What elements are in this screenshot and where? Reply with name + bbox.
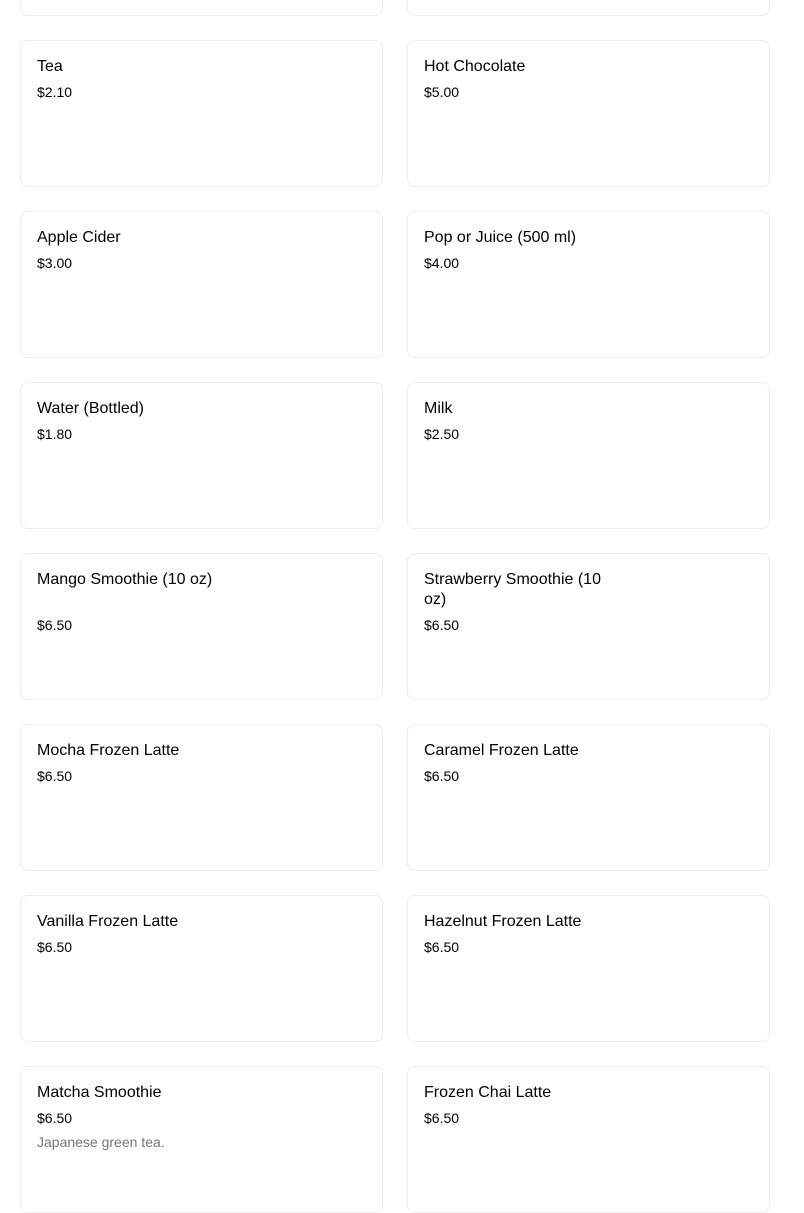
menu-item-card[interactable] — [407, 382, 770, 529]
menu-item-name: Vanilla Frozen Latte — [37, 913, 179, 930]
menu-item-price: $2.50 — [424, 426, 460, 442]
menu-item-price: $4.00 — [424, 255, 460, 271]
menu-item-price: $6.50 — [37, 617, 73, 633]
menu-item-price: $3.00 — [37, 255, 73, 271]
menu-item-description: Japanese green tea. — [37, 1134, 165, 1150]
menu-item-name: Mango Smoothie (10 oz) — [37, 571, 213, 588]
menu-item-price: $6.50 — [37, 939, 73, 955]
menu-item-name: Mocha Frozen Latte — [37, 742, 180, 759]
menu-item-card[interactable] — [407, 724, 770, 871]
menu-item-name: Tea — [37, 58, 63, 75]
menu-item-price: $6.50 — [424, 768, 460, 784]
menu-item-name: Strawberry Smoothie (10 oz) — [424, 571, 601, 608]
menu-item-price: $2.10 — [37, 84, 73, 100]
menu-item-price: $6.50 — [424, 1110, 460, 1126]
menu-item-card[interactable] — [20, 0, 383, 16]
menu-item-card[interactable] — [20, 553, 383, 700]
menu-item-card[interactable] — [20, 40, 383, 187]
menu-item-price: $6.50 — [424, 939, 460, 955]
menu-item-card[interactable] — [407, 0, 770, 16]
menu-item-card[interactable] — [20, 895, 383, 1042]
menu-item-card[interactable] — [407, 895, 770, 1042]
menu-item-card[interactable] — [407, 1066, 770, 1213]
menu-item-card[interactable] — [20, 211, 383, 358]
menu-item-name: Hazelnut Frozen Latte — [424, 913, 582, 930]
menu-item-name: Frozen Chai Latte — [424, 1084, 552, 1101]
menu-item-price: $1.80 — [37, 426, 73, 442]
menu-item-name: Caramel Frozen Latte — [424, 742, 579, 759]
menu-item-card[interactable] — [407, 211, 770, 358]
menu-item-price: $6.50 — [37, 768, 73, 784]
menu-item-name: Matcha Smoothie — [37, 1084, 162, 1101]
menu-item-card[interactable] — [20, 724, 383, 871]
menu-item-price: $6.50 — [37, 1110, 73, 1126]
menu-item-card[interactable] — [20, 382, 383, 529]
menu-item-card[interactable] — [20, 1066, 383, 1213]
menu-item-price: $6.50 — [424, 617, 460, 633]
menu-item-name: Hot Chocolate — [424, 58, 526, 75]
menu-item-name: Milk — [424, 400, 453, 417]
menu-item-card[interactable] — [407, 553, 770, 700]
menu-item-name: Water (Bottled) — [37, 400, 144, 417]
menu-item-name: Pop or Juice (500 ml) — [424, 229, 577, 246]
menu-item-card[interactable] — [407, 40, 770, 187]
menu-item-price: $5.00 — [424, 84, 460, 100]
menu-item-name: Apple Cider — [37, 229, 121, 246]
